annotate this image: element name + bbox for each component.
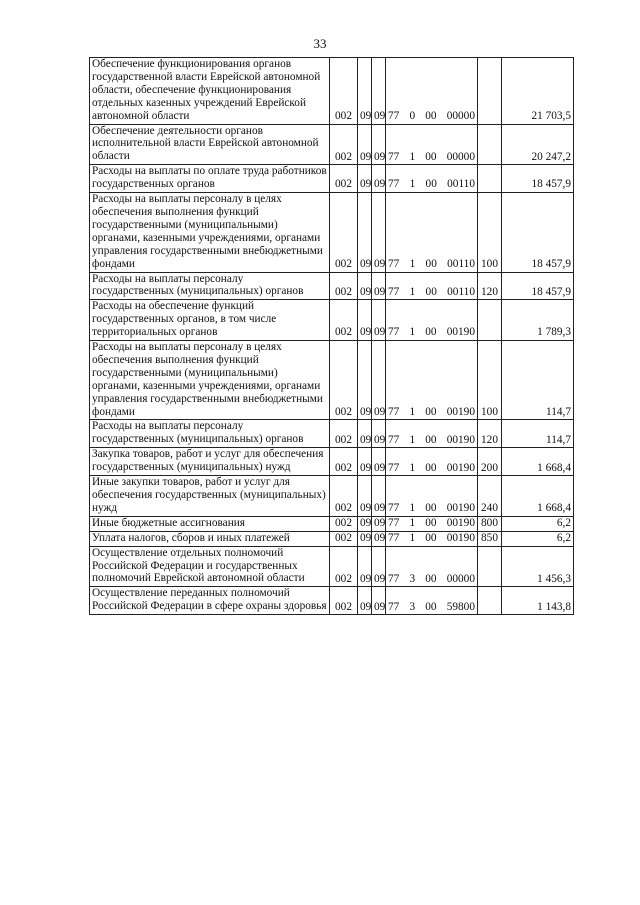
expense-name-cell: Расходы на выплаты персоналу государственных (муниципальных) органов [90, 272, 330, 300]
expense-type-cell [478, 546, 502, 587]
amount-cell: 1 668,4 [502, 476, 574, 517]
section-code-cell: 09 [358, 531, 372, 546]
subsection-code-cell: 09 [372, 58, 386, 125]
section-code-cell: 09 [358, 341, 372, 420]
target-article-parts [388, 258, 475, 271]
target-article-parts [388, 462, 475, 475]
target-article-part: 77 [388, 600, 400, 613]
expense-type-cell [478, 300, 502, 341]
table-row [90, 124, 574, 165]
target-article-part: 00 [425, 285, 437, 298]
target-article-parts [388, 178, 475, 191]
subsection-code-cell: 09 [372, 193, 386, 272]
ministry-code-cell: 002 [330, 165, 358, 193]
table-row [90, 58, 574, 125]
ministry-code-cell: 002 [330, 193, 358, 272]
expense-type-cell [478, 58, 502, 125]
target-article-cell [386, 531, 478, 546]
section-code-cell: 09 [358, 165, 372, 193]
section-code-cell: 09 [358, 546, 372, 587]
amount-cell: 18 457,9 [502, 272, 574, 300]
section-code-cell: 09 [358, 476, 372, 517]
ministry-code-cell: 002 [330, 448, 358, 476]
target-article-part: 00000 [446, 572, 475, 585]
target-article-part: 00 [425, 502, 437, 515]
ministry-code-cell: 002 [330, 58, 358, 125]
target-article-part: 77 [388, 326, 400, 339]
target-article-parts [388, 434, 475, 447]
amount-cell: 18 457,9 [502, 165, 574, 193]
expense-name-cell: Расходы на выплаты персоналу в целях обеспечения выполнения функций государственными (муниципальными) органами, казенными учреждениями, органами управления государственными внебюджетными фондами [90, 193, 330, 272]
table-row [90, 165, 574, 193]
target-article-cell [386, 165, 478, 193]
target-article-part: 77 [388, 572, 400, 585]
target-article-cell [386, 587, 478, 615]
expense-type-cell: 800 [478, 516, 502, 531]
target-article-part: 3 [409, 572, 416, 585]
target-article-cell [386, 58, 478, 125]
target-article-part: 77 [388, 433, 400, 446]
expense-type-cell: 850 [478, 531, 502, 546]
target-article-part: 00190 [446, 532, 475, 545]
target-article-part: 59800 [446, 600, 475, 613]
target-article-part: 0 [409, 109, 416, 122]
expense-type-cell: 200 [478, 448, 502, 476]
expense-name-cell: Осуществление отдельных полномочий Российской Федерации и государственных полномочий Еврейской автономной области [90, 546, 330, 587]
ministry-code-cell: 002 [330, 272, 358, 300]
target-article-part: 00 [425, 572, 437, 585]
budget-table-body [90, 58, 574, 615]
target-article-part: 77 [388, 517, 400, 530]
target-article-part: 00110 [447, 285, 475, 298]
target-article-part: 00190 [446, 405, 475, 418]
expense-type-cell [478, 587, 502, 615]
table-row [90, 420, 574, 448]
ministry-code-cell: 002 [330, 546, 358, 587]
table-row [90, 546, 574, 587]
target-article-cell [386, 516, 478, 531]
table-row [90, 476, 574, 517]
subsection-code-cell: 09 [372, 476, 386, 517]
target-article-parts [388, 151, 475, 164]
expense-type-cell: 120 [478, 420, 502, 448]
target-article-part: 77 [388, 532, 400, 545]
amount-cell: 1 789,3 [502, 300, 574, 341]
ministry-code-cell: 002 [330, 300, 358, 341]
target-article-part: 00 [425, 326, 437, 339]
target-article-cell [386, 448, 478, 476]
target-article-parts [388, 286, 475, 299]
amount-cell: 6,2 [502, 516, 574, 531]
expense-name-cell: Осуществление переданных полномочий Российской Федерации в сфере охраны здоровья [90, 587, 330, 615]
target-article-part: 00 [425, 532, 437, 545]
expense-name-cell: Расходы на выплаты персоналу в целях обеспечения выполнения функций государственными (муниципальными) органами, казенными учреждениями, органами управления государственными внебюджетными фондами [90, 341, 330, 420]
expense-name-cell: Иные закупки товаров, работ и услуг для обеспечения государственных (муниципальных) нужд [90, 476, 330, 517]
target-article-part: 1 [409, 502, 416, 515]
subsection-code-cell: 09 [372, 420, 386, 448]
expense-name-cell: Расходы на обеспечение функций государственных органов, в том числе территориальных органов [90, 300, 330, 341]
table-row [90, 531, 574, 546]
expense-type-cell: 120 [478, 272, 502, 300]
amount-cell: 1 668,4 [502, 448, 574, 476]
section-code-cell: 09 [358, 272, 372, 300]
target-article-cell [386, 193, 478, 272]
target-article-part: 00 [425, 405, 437, 418]
expense-type-cell: 100 [478, 341, 502, 420]
target-article-part: 1 [409, 285, 416, 298]
target-article-part: 77 [388, 257, 400, 270]
expense-type-cell: 240 [478, 476, 502, 517]
target-article-part: 00 [425, 461, 437, 474]
section-code-cell: 09 [358, 300, 372, 341]
target-article-part: 00 [425, 178, 437, 191]
table-row [90, 300, 574, 341]
section-code-cell: 09 [358, 587, 372, 615]
ministry-code-cell: 002 [330, 531, 358, 546]
target-article-cell [386, 124, 478, 165]
table-row [90, 193, 574, 272]
amount-cell: 21 703,5 [502, 58, 574, 125]
section-code-cell: 09 [358, 448, 372, 476]
amount-cell: 1 456,3 [502, 546, 574, 587]
amount-cell: 114,7 [502, 341, 574, 420]
target-article-part: 00 [425, 433, 437, 446]
target-article-part: 00190 [446, 326, 475, 339]
expense-name-cell: Иные бюджетные ассигнования [90, 516, 330, 531]
expense-type-cell [478, 124, 502, 165]
target-article-cell [386, 420, 478, 448]
target-article-part: 1 [409, 405, 416, 418]
subsection-code-cell: 09 [372, 124, 386, 165]
target-article-parts [388, 532, 475, 545]
ministry-code-cell: 002 [330, 420, 358, 448]
section-code-cell: 09 [358, 420, 372, 448]
expense-name-cell: Уплата налогов, сборов и иных платежей [90, 531, 330, 546]
subsection-code-cell: 09 [372, 165, 386, 193]
subsection-code-cell: 09 [372, 272, 386, 300]
ministry-code-cell: 002 [330, 341, 358, 420]
target-article-parts [388, 502, 475, 515]
target-article-part: 1 [409, 178, 416, 191]
table-row [90, 516, 574, 531]
target-article-cell [386, 546, 478, 587]
subsection-code-cell: 09 [372, 546, 386, 587]
table-row [90, 341, 574, 420]
expense-name-cell: Расходы на выплаты персоналу государственных (муниципальных) органов [90, 420, 330, 448]
expense-name-cell: Закупка товаров, работ и услуг для обеспечения государственных (муниципальных) нужд [90, 448, 330, 476]
target-article-part: 1 [409, 433, 416, 446]
target-article-cell [386, 272, 478, 300]
target-article-part: 00110 [447, 257, 475, 270]
expense-type-cell [478, 165, 502, 193]
target-article-part: 1 [409, 326, 416, 339]
target-article-part: 1 [409, 532, 416, 545]
target-article-part: 1 [409, 461, 416, 474]
section-code-cell: 09 [358, 193, 372, 272]
ministry-code-cell: 002 [330, 476, 358, 517]
expense-name-cell: Расходы на выплаты по оплате труда работников государственных органов [90, 165, 330, 193]
section-code-cell: 09 [358, 516, 372, 531]
ministry-code-cell: 002 [330, 587, 358, 615]
target-article-parts [388, 110, 475, 123]
subsection-code-cell: 09 [372, 341, 386, 420]
target-article-part: 00190 [446, 433, 475, 446]
target-article-part: 77 [388, 502, 400, 515]
budget-table [89, 57, 574, 615]
target-article-part: 00 [425, 109, 437, 122]
target-article-parts [388, 517, 475, 530]
target-article-parts [388, 573, 475, 586]
target-article-parts [388, 326, 475, 339]
expense-name-cell: Обеспечение деятельности органов исполнительной власти Еврейской автономной области [90, 124, 330, 165]
amount-cell: 114,7 [502, 420, 574, 448]
subsection-code-cell: 09 [372, 531, 386, 546]
subsection-code-cell: 09 [372, 516, 386, 531]
target-article-part: 00 [425, 517, 437, 530]
target-article-part: 00190 [446, 517, 475, 530]
table-row [90, 587, 574, 615]
target-article-part: 00190 [446, 461, 475, 474]
target-article-part: 77 [388, 405, 400, 418]
target-article-part: 00190 [446, 502, 475, 515]
target-article-part: 00000 [446, 150, 475, 163]
target-article-part: 00 [425, 150, 437, 163]
table-row [90, 272, 574, 300]
target-article-part: 77 [388, 150, 400, 163]
section-code-cell: 09 [358, 124, 372, 165]
target-article-part: 77 [388, 461, 400, 474]
target-article-part: 00000 [446, 109, 475, 122]
amount-cell: 18 457,9 [502, 193, 574, 272]
ministry-code-cell: 002 [330, 516, 358, 531]
subsection-code-cell: 09 [372, 587, 386, 615]
expense-type-cell: 100 [478, 193, 502, 272]
target-article-part: 00 [425, 257, 437, 270]
section-code-cell: 09 [358, 58, 372, 125]
target-article-part: 00 [425, 600, 437, 613]
target-article-part: 00110 [447, 178, 475, 191]
amount-cell: 1 143,8 [502, 587, 574, 615]
subsection-code-cell: 09 [372, 300, 386, 341]
target-article-part: 77 [388, 178, 400, 191]
table-row [90, 448, 574, 476]
ministry-code-cell: 002 [330, 124, 358, 165]
target-article-parts [388, 406, 475, 419]
subsection-code-cell: 09 [372, 448, 386, 476]
target-article-part: 1 [409, 257, 416, 270]
target-article-cell [386, 476, 478, 517]
amount-cell: 6,2 [502, 531, 574, 546]
target-article-parts [388, 601, 475, 614]
target-article-part: 3 [409, 600, 416, 613]
expense-name-cell: Обеспечение функционирования органов государственной власти Еврейской автономной области, обеспечение функционирования отдельных казенных учреждений Еврейской автономной области [90, 58, 330, 125]
target-article-part: 77 [388, 285, 400, 298]
target-article-part: 1 [409, 517, 416, 530]
amount-cell: 20 247,2 [502, 124, 574, 165]
target-article-cell [386, 341, 478, 420]
target-article-cell [386, 300, 478, 341]
target-article-part: 77 [388, 109, 400, 122]
page-number: 33 [313, 36, 327, 51]
target-article-part: 1 [409, 150, 416, 163]
